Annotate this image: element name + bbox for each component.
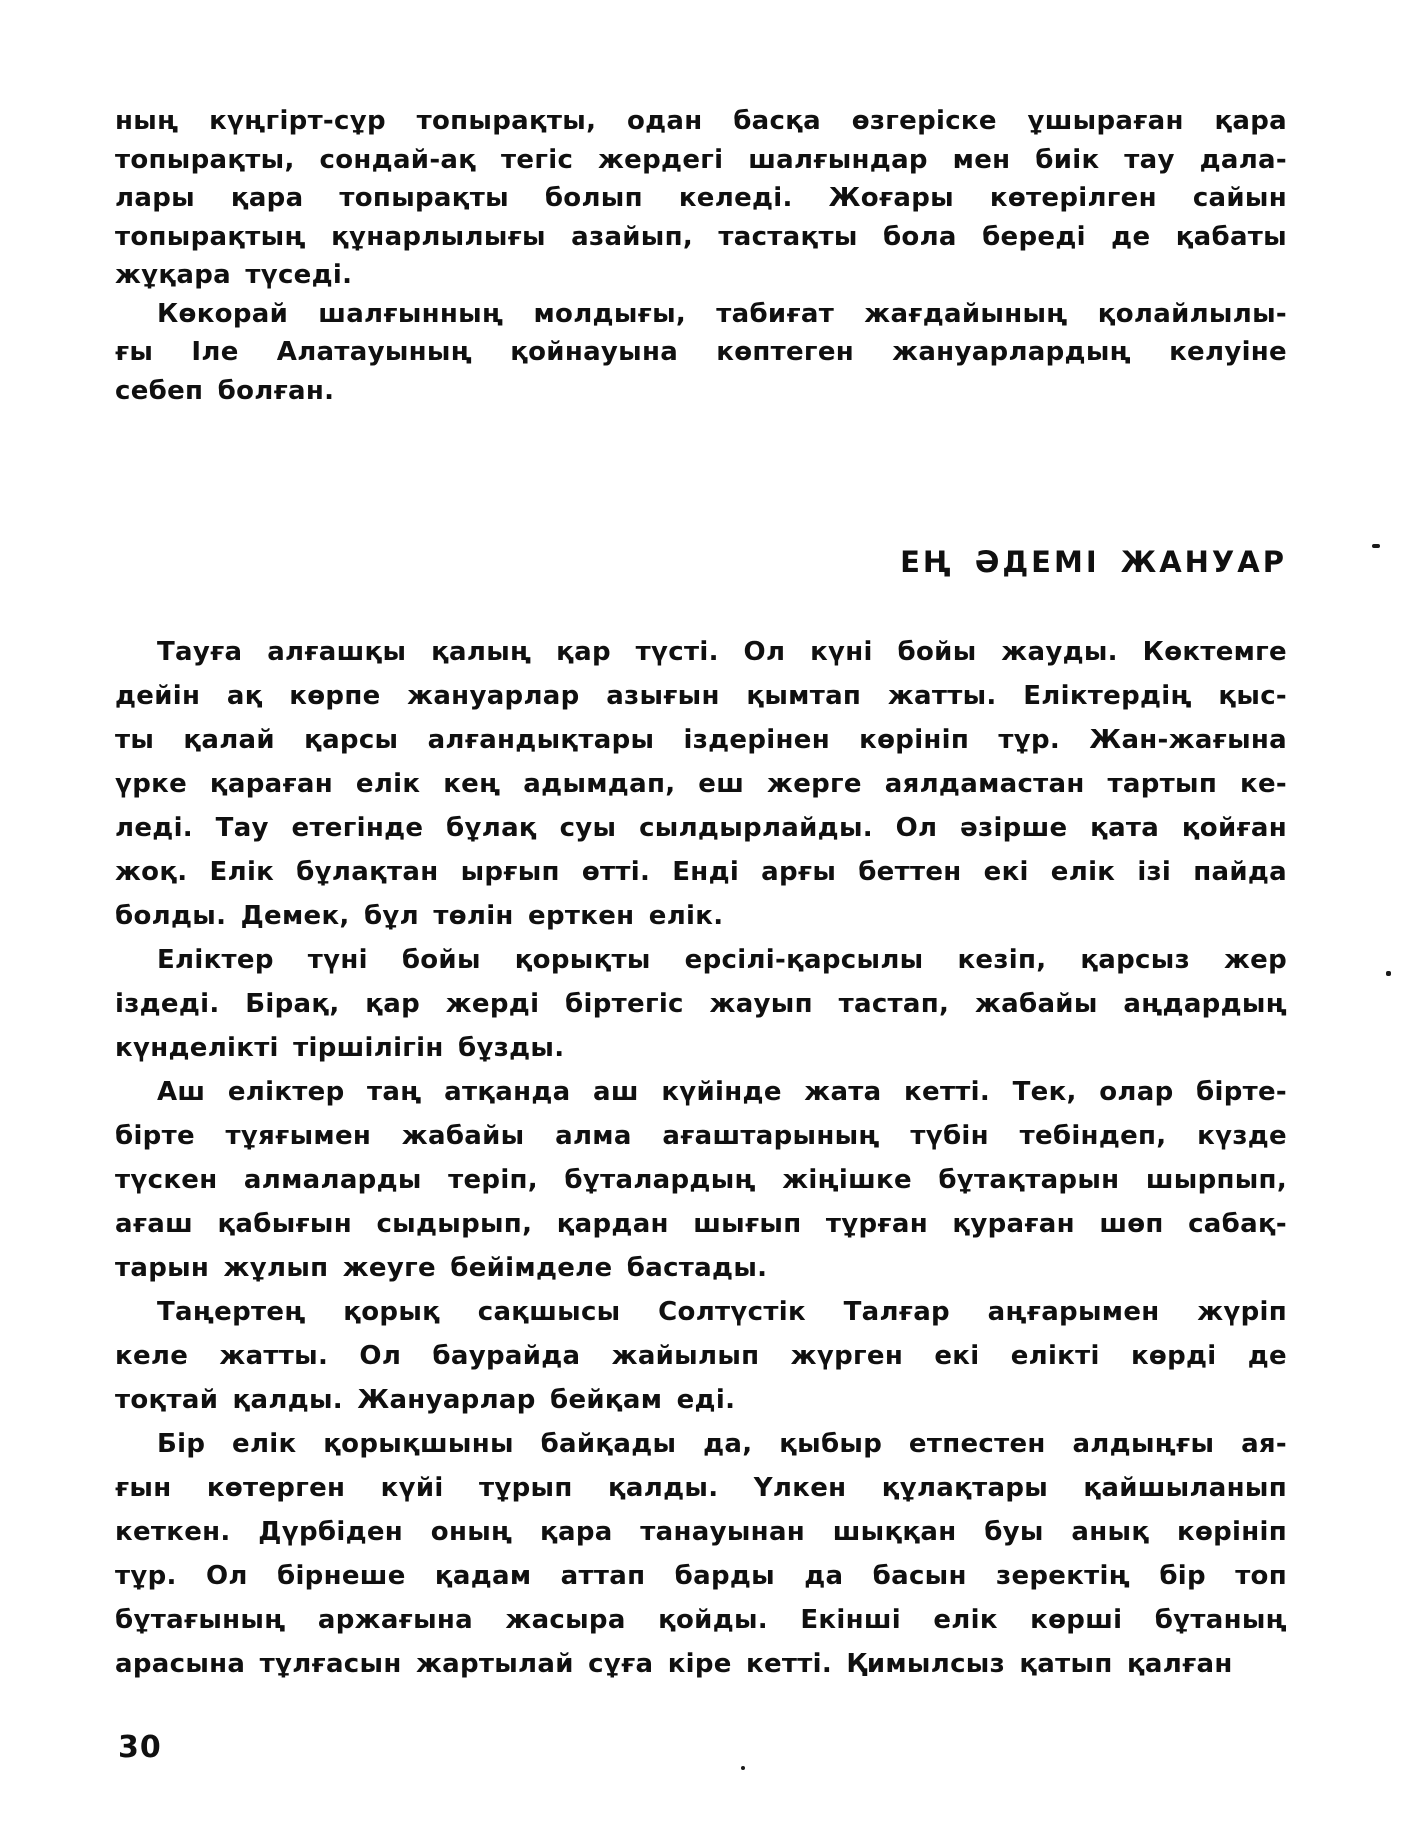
text-line: себеп болған. [115,375,335,406]
text-line: дейін ақ көрпе жануарлар азығын қымтап жатты. Еліктердің қыс- [115,681,1287,711]
text-line: кеткен. Дүрбіден оның қара танауынан шыққан буы анық көрініп [115,1517,1287,1547]
previous-chapter-text [115,102,1287,410]
paragraph [115,1422,1287,1686]
text-line: Еліктер түні бойы қорықты ерсілі-қарсылы кезіп, қарсыз жер [157,945,1287,975]
text-line: арасына тұлғасын жартылай сұға кіре кетті. Қимылсыз қатып қалған [115,1649,1233,1679]
text-line: тарын жұлып жеуге бейімделе бастады. [115,1253,768,1283]
text-line: Аш еліктер таң атқанда аш күйінде жата кетті. Тек, олар бірте- [157,1077,1287,1107]
text-line: леді. Тау етегінде бұлақ суы сылдырлайды. Ол әзірше қата қойған [115,813,1287,843]
text-line: ғын көтерген күйі тұрып қалды. Үлкен құлақтары қайшыланып [115,1473,1287,1503]
text-line: Көкорай шалғынның молдығы, табиғат жағдайының қолайлылы- [157,298,1287,329]
text-line: болды. Демек, бұл төлін ерткен елік. [115,901,724,931]
text-line: үрке қараған елік кең адымдап, еш жерге аялдамастан тартып ке- [115,769,1287,799]
text-line: іздеді. Бірақ, қар жерді біртегіс жауып тастап, жабайы аңдардың [115,989,1287,1019]
text-line: Таңертең қорық сақшысы Солтүстік Талғар аңғарымен жүріп [157,1297,1287,1327]
scan-speck [1386,971,1391,976]
text-line: ғы Іле Алатауының қойнауына көптеген жануарлардың келуіне [115,337,1287,367]
chapter-body-text [115,630,1287,1686]
paragraph [115,1070,1287,1290]
text-line: жоқ. Елік бұлақтан ырғып өтті. Енді арғы беттен екі елік ізі пайда [115,857,1287,887]
paragraph [115,102,1287,295]
paragraph [115,938,1287,1070]
text-line: топырақты, сондай-ақ тегіс жердегі шалғындар мен биік тау дала- [115,144,1287,175]
text-line: бұтағының аржағына жасыра қойды. Екінші елік көрші бұтаның [115,1605,1287,1635]
text-line: Тауға алғашқы қалың қар түсті. Ол күні бойы жауды. Көктемге [157,637,1287,667]
text-line: тоқтай қалды. Жануарлар бейқам еді. [115,1385,736,1415]
scan-speck [741,1766,745,1770]
paragraph [115,1290,1287,1422]
text-line: топырақтың құнарлылығы азайып, тастақты бола береді де қабаты [115,221,1287,252]
page-number: 30 [118,1730,162,1765]
scan-speck [1372,544,1380,548]
paragraph [115,630,1287,938]
text-line: лары қара топырақты болып келеді. Жоғары көтерілген сайын [115,183,1287,213]
text-line: Бір елік қорықшыны байқады да, қыбыр етпестен алдыңғы ая- [157,1429,1287,1459]
text-line: ағаш қабығын сыдырып, қардан шығып тұрған қураған шөп сабақ- [115,1209,1287,1239]
text-line: күнделікті тіршілігін бұзды. [115,1033,565,1063]
text-line: түскен алмаларды теріп, бұталардың жіңішке бұтақтарын шырпып, [115,1165,1287,1195]
text-line: жұқара түседі. [115,260,353,290]
text-line: бірте тұяғымен жабайы алма ағаштарының түбін тебіндеп, күзде [115,1121,1287,1151]
paragraph [115,295,1287,411]
text-line: ның күңгірт-сұр топырақты, одан басқа өзгеріске ұшыраған қара [115,106,1287,136]
text-line: ты қалай қарсы алғандықтары іздерінен көрініп тұр. Жан-жағына [115,725,1287,755]
chapter-heading: ЕҢ ӘДЕМІ ЖАНУАР [900,545,1287,579]
text-line: келе жатты. Ол баурайда жайылып жүрген екі елікті көрді де [115,1341,1287,1371]
text-line: тұр. Ол бірнеше қадам аттап барды да басын зеректің бір топ [115,1561,1287,1591]
